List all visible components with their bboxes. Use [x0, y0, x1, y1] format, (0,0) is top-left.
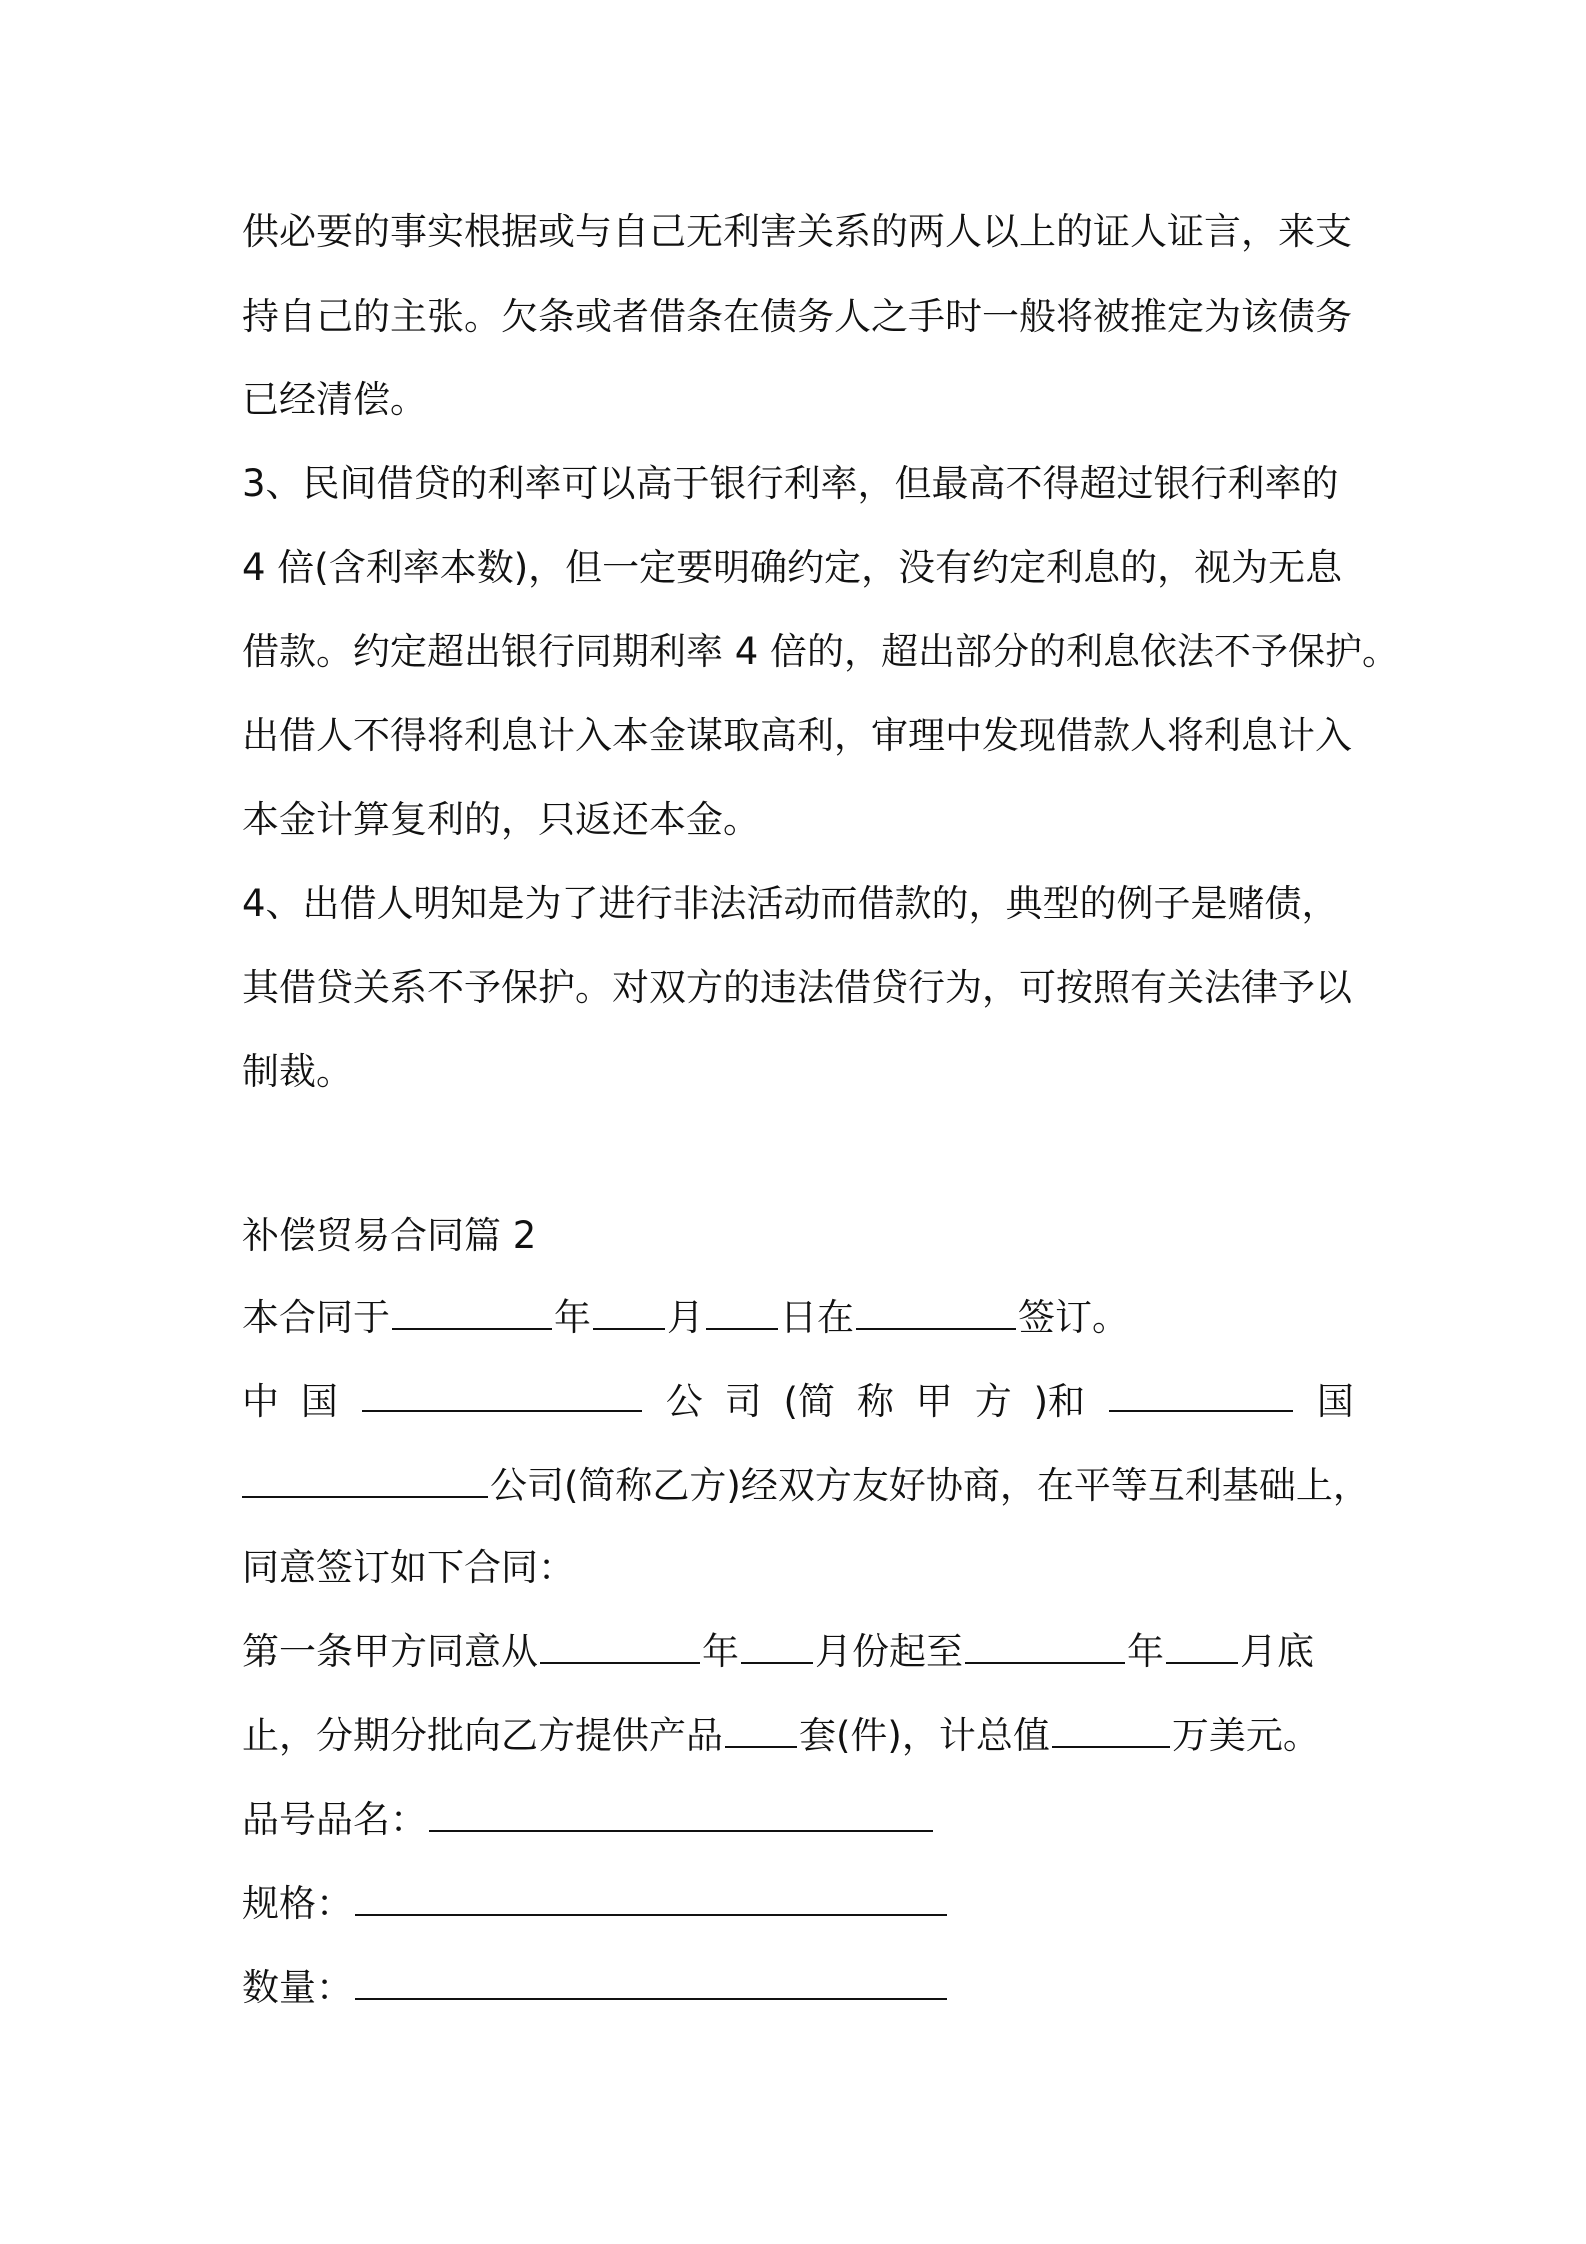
- text-line: 本金计算复利的，只返还本金。: [242, 798, 760, 841]
- sign-text: 日在: [780, 1296, 854, 1339]
- spec-label: 规格：: [242, 1882, 353, 1925]
- sign-text: 本合同于: [242, 1296, 390, 1339]
- article-text: 年: [702, 1630, 739, 1673]
- text-line: 供必要的事实根据或与自己无利害关系的两人以上的证人证言，来支: [242, 210, 1352, 253]
- article-text: 月份起至: [815, 1630, 963, 1673]
- start-month-blank: [741, 1628, 813, 1664]
- party-country-blank: [1109, 1376, 1293, 1412]
- text-line: 借款。约定超出银行同期利率 4 倍的，超出部分的利息依法不予保护。: [242, 630, 1400, 673]
- party-char: (简: [783, 1380, 835, 1423]
- sign-text: 签订。: [1018, 1296, 1129, 1339]
- party-char: 国: [1316, 1380, 1354, 1423]
- party-char: 方: [974, 1380, 1012, 1423]
- article-text: 年: [1127, 1630, 1164, 1673]
- product-name-label: 品号品名：: [242, 1798, 427, 1841]
- text-line: 同意签订如下合同：: [242, 1546, 575, 1589]
- spec-row: [242, 1878, 1362, 1930]
- section-heading: 补偿贸易合同篇 2: [242, 1214, 537, 1257]
- sign-text: 月: [667, 1296, 704, 1339]
- day-blank: [706, 1294, 778, 1330]
- text-line: 出借人不得将利息计入本金谋取高利，审理中发现借款人将利息计入: [242, 714, 1352, 757]
- party-char: 称: [856, 1380, 894, 1423]
- month-blank: [593, 1294, 665, 1330]
- product-name-blank: [429, 1796, 933, 1832]
- article-line-1: [242, 1626, 1362, 1678]
- article-line-2: [242, 1710, 1362, 1762]
- article-text: 万美元。: [1171, 1714, 1320, 1757]
- text-line: 4、出借人明知是为了进行非法活动而借款的，典型的例子是赌债，: [242, 882, 1339, 925]
- product-name-row: [242, 1794, 1362, 1846]
- signing-line: [242, 1292, 1362, 1344]
- end-month-blank: [1166, 1628, 1238, 1664]
- party-a-blank: [362, 1376, 642, 1412]
- article-text: 套(件)，计总值: [799, 1714, 1050, 1757]
- text-line: 其借贷关系不予保护。对双方的违法借贷行为，可按照有关法律予以: [242, 966, 1352, 1009]
- sign-text: 年: [554, 1296, 591, 1339]
- text-line: 3、民间借贷的利率可以高于银行利率，但最高不得超过银行利率的: [242, 462, 1339, 505]
- text-line: 4 倍(含利率本数)，但一定要明确约定，没有约定利息的，视为无息: [242, 546, 1343, 589]
- start-year-blank: [540, 1628, 700, 1664]
- qty-row: [242, 1962, 1362, 2014]
- article-text: 第一条甲方同意从: [242, 1630, 538, 1673]
- quantity-blank: [725, 1712, 797, 1748]
- party-char: )和: [1033, 1380, 1086, 1423]
- party-char: 中: [242, 1380, 279, 1423]
- qty-label: 数量：: [242, 1966, 353, 2009]
- party-char: 司: [724, 1380, 762, 1423]
- year-blank: [392, 1294, 552, 1330]
- party-char: 公: [665, 1380, 703, 1423]
- text-line: 制裁。: [242, 1050, 353, 1093]
- article-text: 月底: [1240, 1630, 1314, 1673]
- party-b-blank: [242, 1462, 488, 1498]
- parties-line: [242, 1376, 1354, 1428]
- article-text: 止，分期分批向乙方提供产品: [242, 1714, 723, 1757]
- text-line: 已经清偿。: [242, 378, 427, 421]
- end-year-blank: [965, 1628, 1125, 1664]
- party-char: 国: [300, 1380, 338, 1423]
- text-line: 持自己的主张。欠条或者借条在债务人之手时一般将被推定为该债务: [242, 295, 1352, 338]
- spec-blank: [355, 1880, 947, 1916]
- total-value-blank: [1052, 1712, 1170, 1748]
- party-char: 甲: [915, 1380, 953, 1423]
- qty-blank: [355, 1964, 947, 2000]
- parties-line-2: [242, 1460, 1370, 1512]
- party-b-text: 公司(简称乙方)经双方友好协商，在平等互利基础上，: [490, 1464, 1370, 1507]
- place-blank: [856, 1294, 1016, 1330]
